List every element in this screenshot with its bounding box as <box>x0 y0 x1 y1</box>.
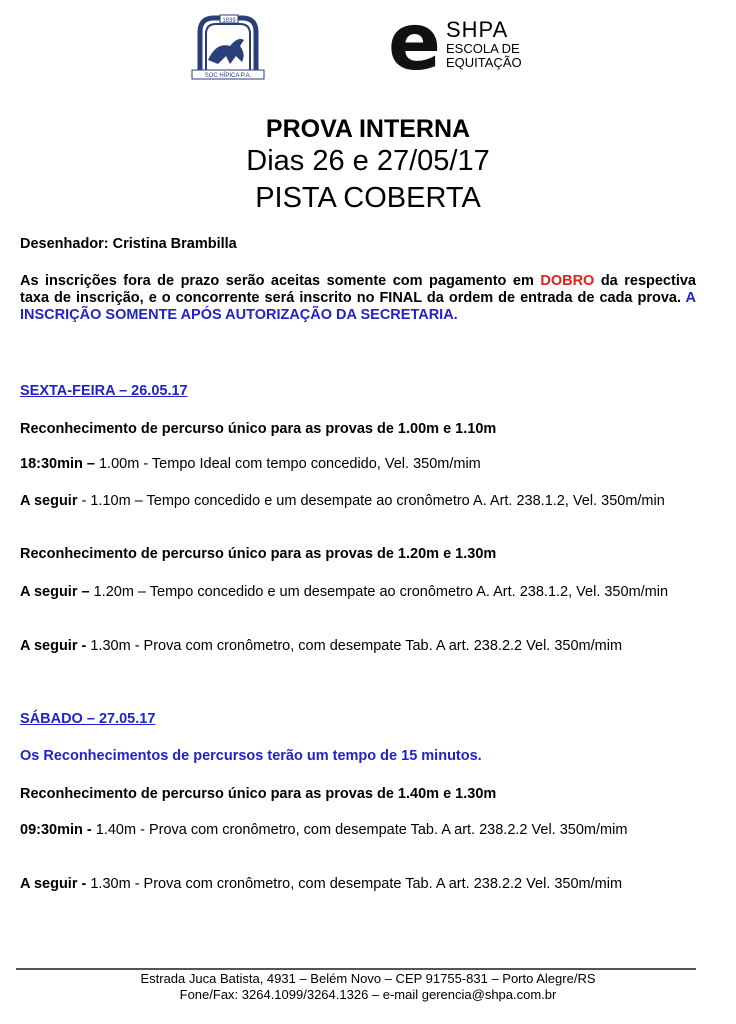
footer-divider <box>16 968 696 970</box>
saturday-heading: SÁBADO – 27.05.17 <box>20 711 156 727</box>
saturday-recon-1: Reconhecimento de percurso único para as provas de 1.40m e 1.30m <box>20 786 497 802</box>
saturday-item-1-time: 09:30min - <box>20 822 92 838</box>
friday-item-1 <box>20 456 696 473</box>
friday-item-1-text: 1.00m - Tempo Ideal com tempo concedido, Vel. 350m/mim <box>94 456 481 472</box>
friday-heading: SEXTA-FEIRA – 26.05.17 <box>20 383 188 399</box>
saturday-item-1-text: 1.40m - Prova com cronômetro, com desempate Tab. A art. 238.2.2 Vel. 350m/mim <box>91 822 628 838</box>
notice-part2: da respectiva taxa de inscrição, e o concorrente será inscrito no FINAL da ordem de entrada de cada prova. <box>20 273 696 306</box>
shpa-logo-subtitle-line2: EQUITAÇÃO <box>446 55 522 70</box>
shpa-logo <box>388 0 538 88</box>
notice-dobro: DOBRO <box>540 273 595 289</box>
friday-recon-2: Reconhecimento de percurso único para as provas de 1.20m e 1.30m <box>20 546 497 562</box>
friday-item-4-time: A seguir - <box>20 638 87 654</box>
notice-authorization: A INSCRIÇÃO SOMENTE APÓS AUTORIZAÇÃO DA SECRETARIA. <box>20 290 696 323</box>
society-horse-logo <box>186 12 270 82</box>
saturday-item-2-time: A seguir - <box>20 876 87 892</box>
society-logo-text: SOC HÍPICA P.A. <box>204 73 252 79</box>
saturday-item-2 <box>20 876 696 893</box>
friday-item-4-text: 1.30m - Prova com cronômetro, com desempate Tab. A art. 238.2.2 Vel. 350m/mim <box>86 638 623 654</box>
friday-item-3 <box>20 584 696 601</box>
friday-item-4 <box>20 638 696 655</box>
saturday-item-1 <box>20 822 696 839</box>
society-logo-year: 1939 <box>222 18 236 24</box>
notice-part1: As inscrições fora de prazo serão aceitas somente com pagamento em <box>20 273 541 289</box>
friday-item-3-text: 1.20m – Tempo concedido e um desempate ao cronômetro A. Art. 238.1.2, Vel. 350m/min <box>89 584 669 600</box>
document-venue: PISTA COBERTA <box>255 182 481 214</box>
shpa-logo-name: SHPA <box>446 17 509 42</box>
saturday-item-2-text: 1.30m - Prova com cronômetro, com desempate Tab. A art. 238.2.2 Vel. 350m/mim <box>86 876 623 892</box>
designer-line: Desenhador: Cristina Brambilla <box>20 236 237 252</box>
footer-contact: Fone/Fax: 3264.1099/3264.1326 – e-mail gerencia@shpa.com.br <box>179 987 557 1002</box>
document-dates: Dias 26 e 27/05/17 <box>246 145 490 177</box>
friday-recon-1: Reconhecimento de percurso único para as provas de 1.00m e 1.10m <box>20 421 497 437</box>
shpa-logo-subtitle <box>446 42 536 70</box>
friday-item-3-time: A seguir – <box>20 584 90 600</box>
shpa-logo-letter: e <box>388 0 441 88</box>
header-logos <box>0 0 736 88</box>
friday-item-2-text: - 1.10m – Tempo concedido e um desempate ao cronômetro A. Art. 238.1.2, Vel. 350m/min <box>77 493 665 509</box>
friday-item-2 <box>20 493 696 510</box>
shpa-logo-subtitle-line1: ESCOLA DE <box>446 41 520 56</box>
document-title: PROVA INTERNA <box>265 115 471 143</box>
saturday-recon-note: Os Reconhecimentos de percursos terão um tempo de 15 minutos. <box>20 748 482 764</box>
registration-notice <box>20 273 696 324</box>
friday-item-2-time: A seguir <box>20 493 78 509</box>
friday-item-1-time: 18:30min – <box>20 456 95 472</box>
footer-address: Estrada Juca Batista, 4931 – Belém Novo – CEP 91755-831 – Porto Alegre/RS <box>140 971 596 986</box>
